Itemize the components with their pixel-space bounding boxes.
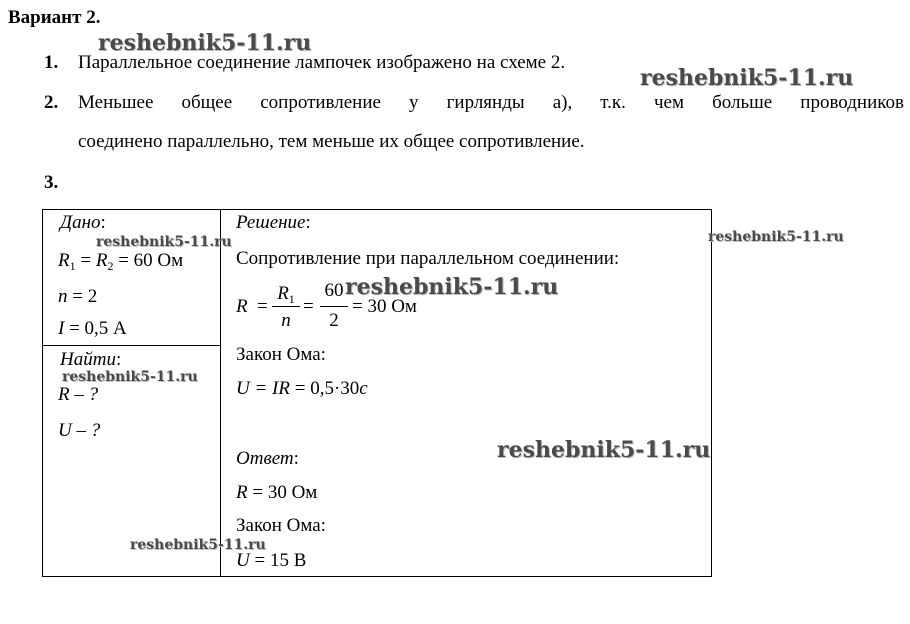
item-text-2-line-1: Меньшее общее сопротивление у гирлянды а), т.к. чем больше проводников (78, 92, 904, 113)
answer-resistance: R = 30 Ом (236, 482, 318, 503)
formula-voltage: U = IR = 0,5·30c (236, 378, 368, 399)
formula-equals-1: = (257, 296, 268, 317)
watermark: reshebnik5-11.ru (98, 30, 312, 56)
page-title: Вариант 2. (8, 7, 101, 28)
item-number-3: 3. (44, 172, 59, 193)
given-current: I = 0,5 А (58, 318, 127, 339)
fraction-1-denominator: n (281, 310, 291, 331)
fraction-2-numerator: 60 (324, 280, 344, 301)
watermark: reshebnik5-11.ru (497, 437, 711, 463)
fraction-2-bar (320, 306, 348, 307)
item-number-2: 2. (44, 92, 59, 113)
find-heading: Найти: (60, 349, 122, 370)
formula-r-result: = 30 Ом (352, 296, 417, 317)
find-resistance: R – ? (58, 384, 99, 405)
given-resistances: $R_1 = R_2 = 60$ Ом (58, 250, 184, 273)
table-divider-vertical (220, 209, 221, 576)
watermark: reshebnik5-11.ru (130, 537, 266, 553)
find-voltage: U – ? (58, 420, 101, 441)
solution-parallel-text: Сопротивление при параллельном соединении: (236, 248, 620, 269)
item-text-1: Параллельное соединение лампочек изображено на схеме 2. (78, 52, 566, 73)
item-number-1: 1. (44, 52, 59, 73)
fraction-2-denominator: 2 (329, 310, 339, 331)
given-heading: Дано: (60, 212, 106, 233)
answer-ohm-law-label: Закон Ома: (236, 515, 326, 536)
solution-ohm-law-label: Закон Ома: (236, 344, 326, 365)
formula-r-lhs: R (236, 296, 248, 317)
answer-heading: Ответ: (236, 448, 299, 469)
answer-voltage: U = 15 В (236, 550, 307, 571)
watermark: reshebnik5-11.ru (708, 229, 844, 245)
item-text-2-line-2: соединено параллельно, тем меньше их общее сопротивление. (78, 131, 585, 152)
formula-equals-2: = (303, 296, 314, 317)
fraction-1-numerator: $R_1$ (277, 283, 295, 306)
watermark: reshebnik5-11.ru (96, 234, 232, 250)
table-divider-horizontal (42, 345, 221, 346)
watermark: reshebnik5-11.ru (62, 369, 198, 385)
given-count: n = 2 (58, 286, 98, 307)
watermark: reshebnik5-11.ru (345, 274, 559, 300)
watermark: reshebnik5-11.ru (640, 65, 854, 91)
solution-heading: Решение: (236, 212, 311, 233)
fraction-1-bar (272, 306, 300, 307)
